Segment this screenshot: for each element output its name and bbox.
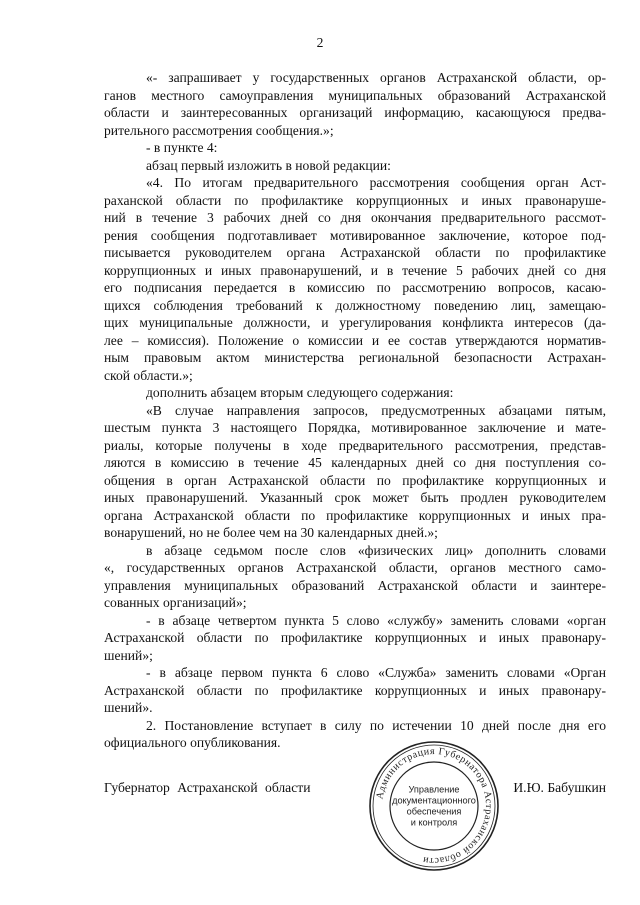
signatory-position: Губернатор Астраханской области (104, 780, 311, 795)
text-line: рения сообщения подготавливает мотивированное заключение, которое под- (104, 227, 606, 243)
stamp-center-text (392, 785, 476, 828)
text-line: общения в орган Астраханской области по профилактике коррупционных и (104, 472, 606, 488)
stamp-center-line: обеспечения (406, 806, 462, 817)
stamp-center-line: документационного (392, 795, 476, 806)
text-line: лее – комиссия). Положение о комиссии и ее состав утверждаются норматив- (104, 332, 606, 348)
text-line: шений». (104, 700, 153, 715)
text-line: 2. Постановление вступает в силу по истечении 10 дней после дня его (146, 717, 606, 733)
text-line: рительного рассмотрения сообщения.»; (104, 122, 334, 138)
text-line: иных правонарушений. Указанный срок может быть продлен руководителем (104, 490, 606, 505)
text-line: дополнить абзацем вторым следующего содержания: (146, 385, 454, 400)
text-line: - в пункте 4: (146, 140, 218, 155)
text-line: его подписания передается в комиссию по рассмотрению вопросов, касаю- (104, 280, 606, 295)
text-line: абзац первый изложить в новой редакции: (146, 157, 391, 173)
text-line: официального опубликования. (104, 735, 281, 750)
text-line: коррупционных и иных правонарушений, и в течение 5 рабочих дней со дня (104, 262, 606, 278)
text-line: щих муниципальные должности, и урегулирования конфликта интересов (да- (104, 315, 606, 330)
text-line: щихся соблюдения требований к должностному поведению лиц, замещаю- (104, 297, 606, 313)
stamp-center-line: Управление (408, 784, 460, 795)
text-line: Астраханской области по профилактике коррупционных и иных правонару- (104, 630, 606, 645)
signature-block (104, 779, 606, 799)
text-line: «, государственных органов Астраханской области, органов местного само- (104, 560, 606, 575)
text-line: писывается руководителем органа Астраханской области по профилактике (104, 245, 606, 260)
text-line: - в абзаце первом пункта 6 слово «Служба» заменить словами «Орган (146, 665, 606, 680)
text-line: ганов местного самоуправления муниципальных образований Астраханской (104, 87, 606, 103)
text-line: органа Астраханской области по профилактике коррупционных и иных пра- (104, 507, 606, 523)
text-line: «4. По итогам предварительного рассмотрения сообщения орган Аст- (146, 175, 606, 190)
text-line: - в абзаце четвертом пункта 5 слово «службу» заменить словами «орган (146, 612, 606, 628)
text-line: Астраханской области по профилактике коррупционных и иных правонару- (104, 682, 606, 698)
stamp-ring-text: Администрация Губернатора Астраханской области (374, 745, 495, 867)
text-line: управления муниципальных образований Астраханской области и заинтере- (104, 577, 606, 593)
text-line: ным правовым актом министерства региональной безопасности Астрахан- (104, 350, 606, 365)
text-line: раханской области по профилактике коррупционных и иных правонаруше- (104, 192, 606, 208)
text-line: вонарушений, но не более чем на 30 календарных дней.»; (104, 525, 438, 540)
stamp-center-line: и контроля (410, 817, 458, 828)
text-line: «- запрашивает у государственных органов Астраханской области, ор- (146, 70, 606, 85)
signatory-name: И.Ю. Бабушкин (513, 780, 606, 795)
document-body (104, 69, 606, 752)
page-number: 2 (316, 35, 324, 50)
text-line: сованных организаций»; (104, 595, 247, 610)
text-line: в абзаце седьмом после слов «физических лиц» дополнить словами (146, 542, 606, 558)
text-line: ний в течение 3 рабочих дней со дня окончания предварительного рассмот- (104, 210, 606, 225)
text-line: ляются в комиссию в течение 45 календарных дней со дня поступления со- (104, 455, 606, 470)
text-line: области и заинтересованных организаций информацию, касающуюся предва- (104, 105, 606, 120)
official-stamp (366, 738, 502, 874)
text-line: ской области.»; (104, 367, 193, 383)
text-line: риалы, которые получены в ходе предварительного рассмотрения, представ- (104, 437, 606, 453)
text-line: «В случае направления запросов, предусмотренных абзацами пятым, (146, 402, 606, 418)
text-line: шестым пункта 3 настоящего Порядка, мотивированное заключение и мате- (104, 420, 606, 435)
text-line: шений»; (104, 647, 153, 663)
